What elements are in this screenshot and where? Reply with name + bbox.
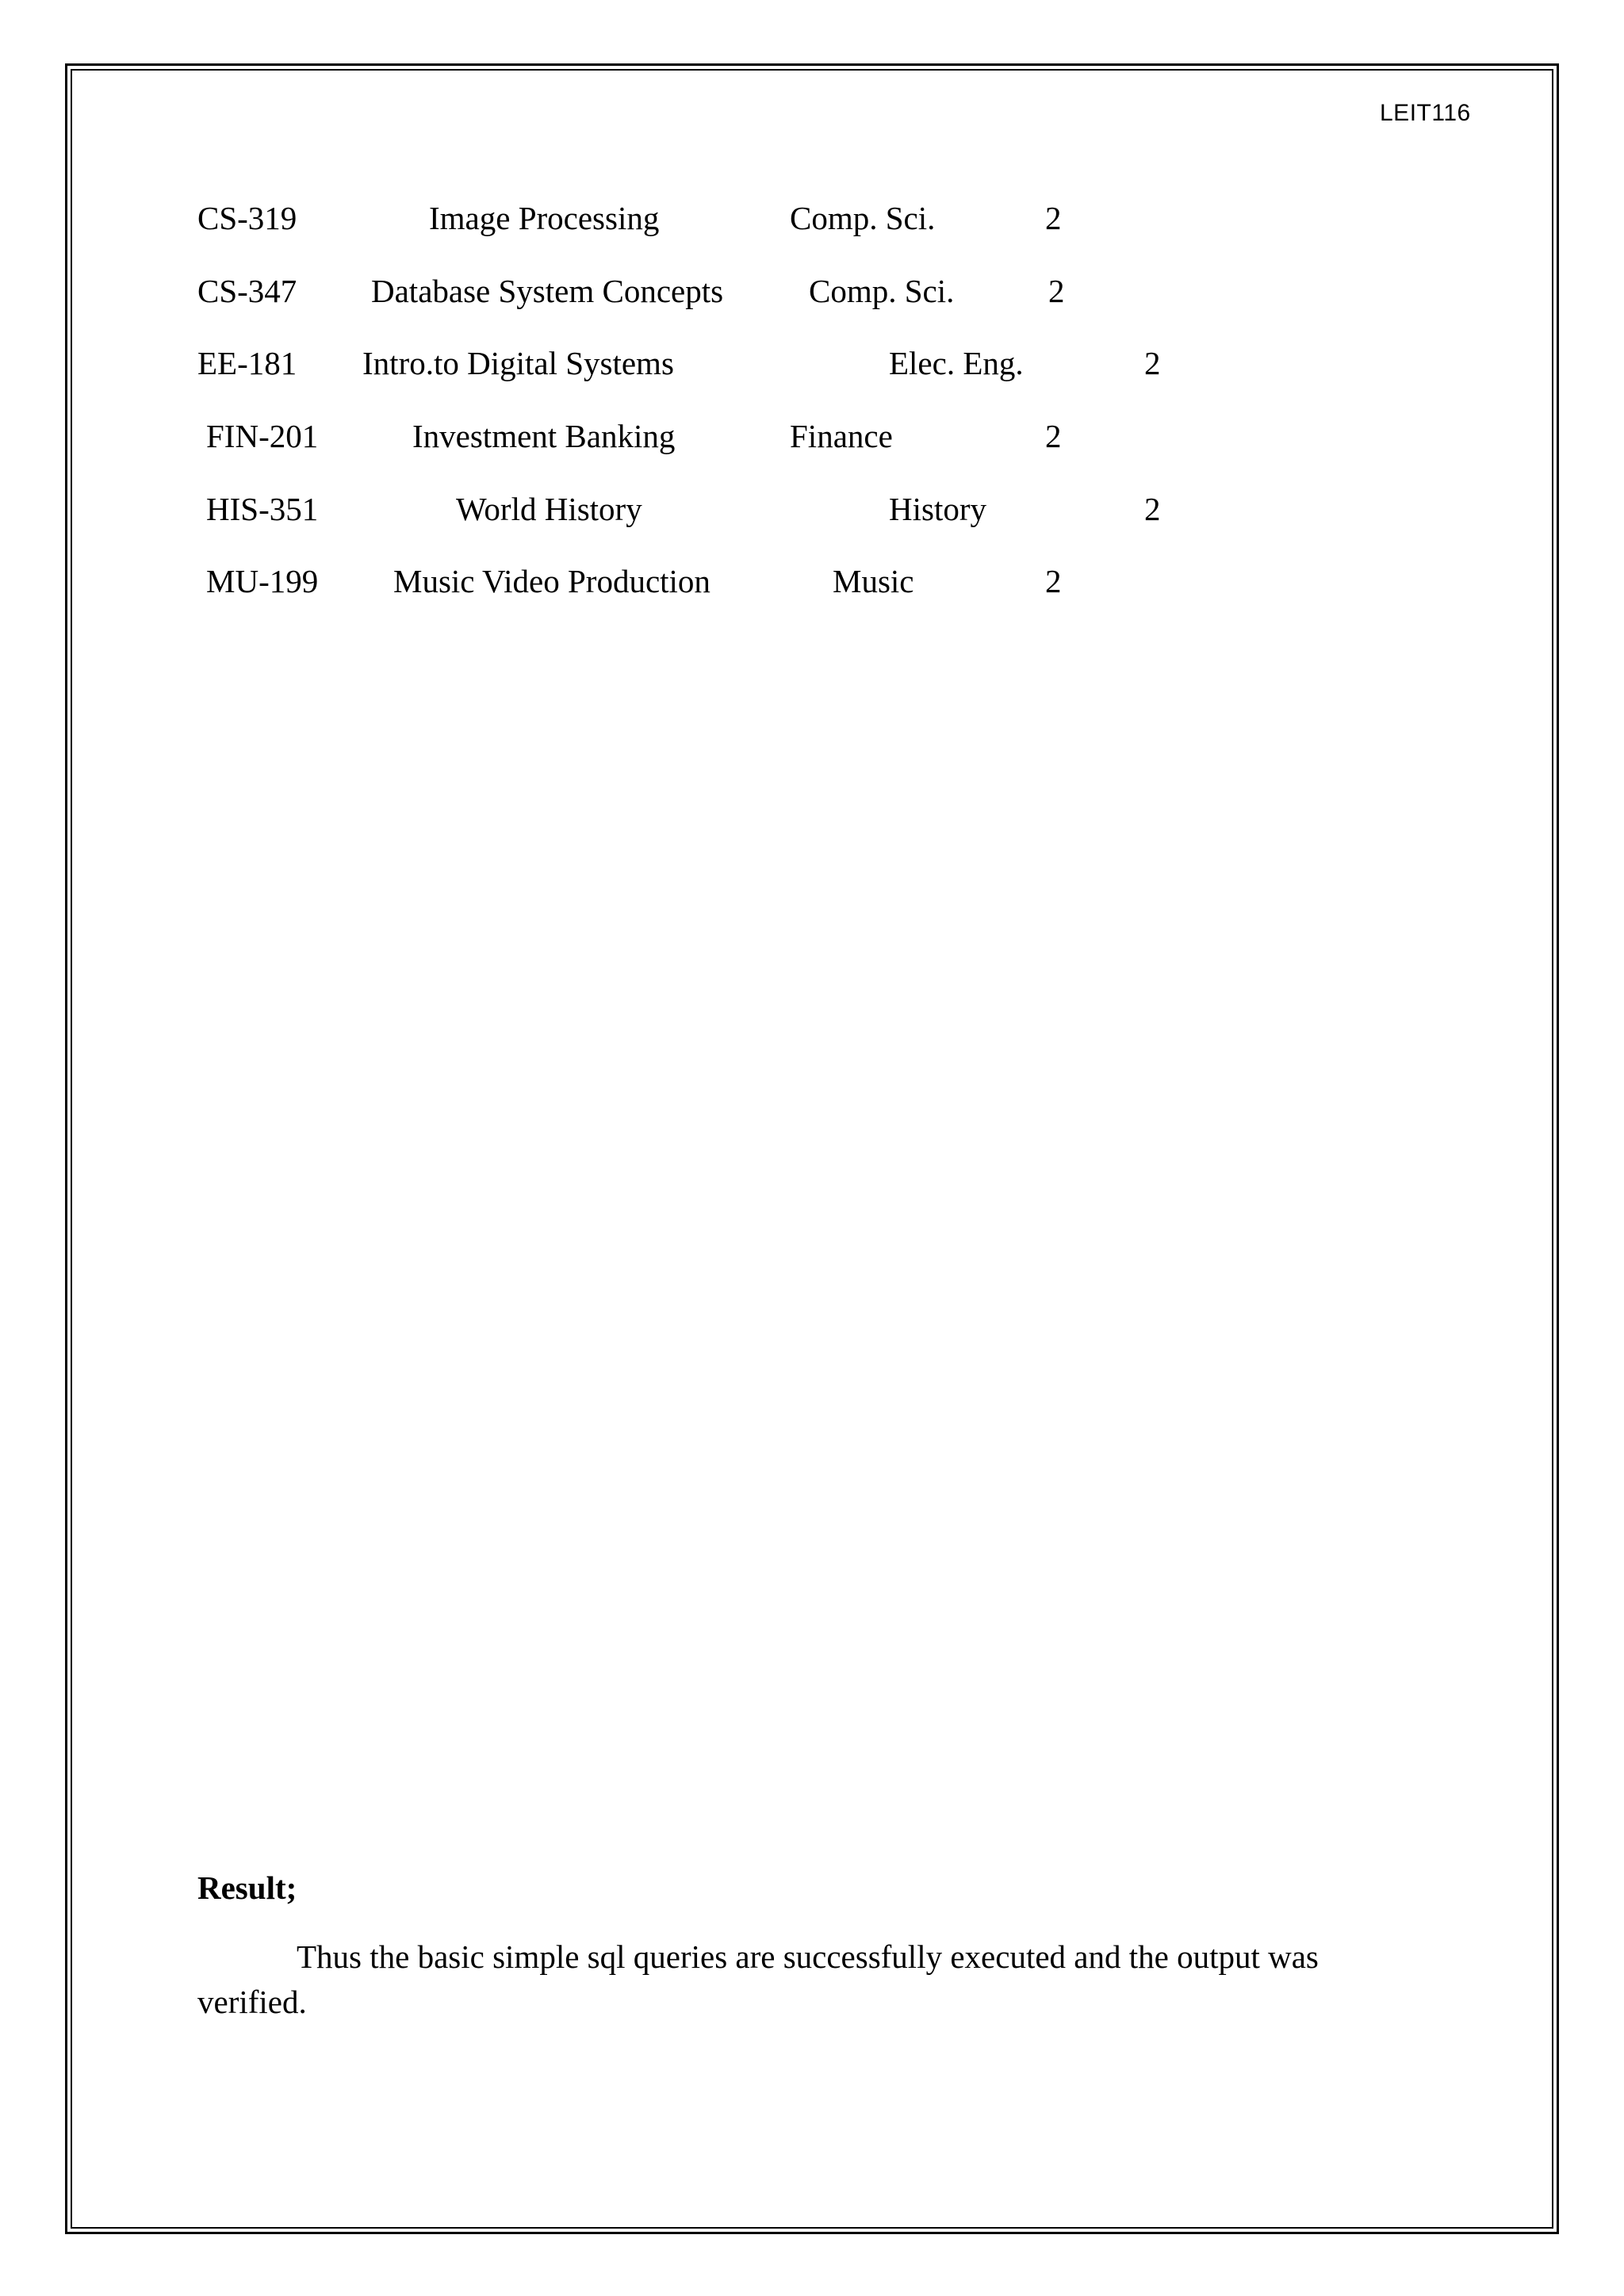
- course-id: HIS-351: [206, 491, 319, 527]
- course-dept: Music: [833, 563, 914, 599]
- course-title: World History: [456, 491, 642, 527]
- course-row: [0, 347, 1427, 395]
- course-title: Music Video Production: [393, 563, 710, 599]
- course-dept: Finance: [790, 418, 893, 454]
- course-credits: 2: [1144, 345, 1161, 381]
- course-id: EE-181: [197, 345, 297, 381]
- course-row: [0, 493, 1427, 541]
- course-id: CS-319: [197, 200, 297, 236]
- course-credits: 2: [1045, 200, 1062, 236]
- course-title: Database System Concepts: [371, 273, 724, 309]
- course-dept: History: [889, 491, 986, 527]
- course-dept: Comp. Sci.: [809, 273, 955, 309]
- result-text: Thus the basic simple sql queries are successfully executed and the output was verified.: [197, 1938, 1319, 2020]
- course-row: [0, 275, 1427, 323]
- course-credits: 2: [1048, 273, 1065, 309]
- course-title: Investment Banking: [412, 418, 676, 454]
- course-dept: Elec. Eng.: [889, 345, 1024, 381]
- result-heading: Result;: [197, 1869, 297, 1906]
- course-title: Intro.to Digital Systems: [362, 345, 674, 381]
- course-title: Image Processing: [429, 200, 660, 236]
- course-credits: 2: [1144, 491, 1161, 527]
- course-id: FIN-201: [206, 418, 319, 454]
- page-header-code: LEIT116: [1380, 100, 1471, 126]
- course-id: CS-347: [197, 273, 297, 309]
- course-dept: Comp. Sci.: [790, 200, 936, 236]
- course-credits: 2: [1045, 418, 1062, 454]
- course-row: [0, 420, 1427, 468]
- course-id: MU-199: [206, 563, 319, 599]
- course-credits: 2: [1045, 563, 1062, 599]
- course-row: [0, 565, 1427, 613]
- course-row: [0, 202, 1427, 250]
